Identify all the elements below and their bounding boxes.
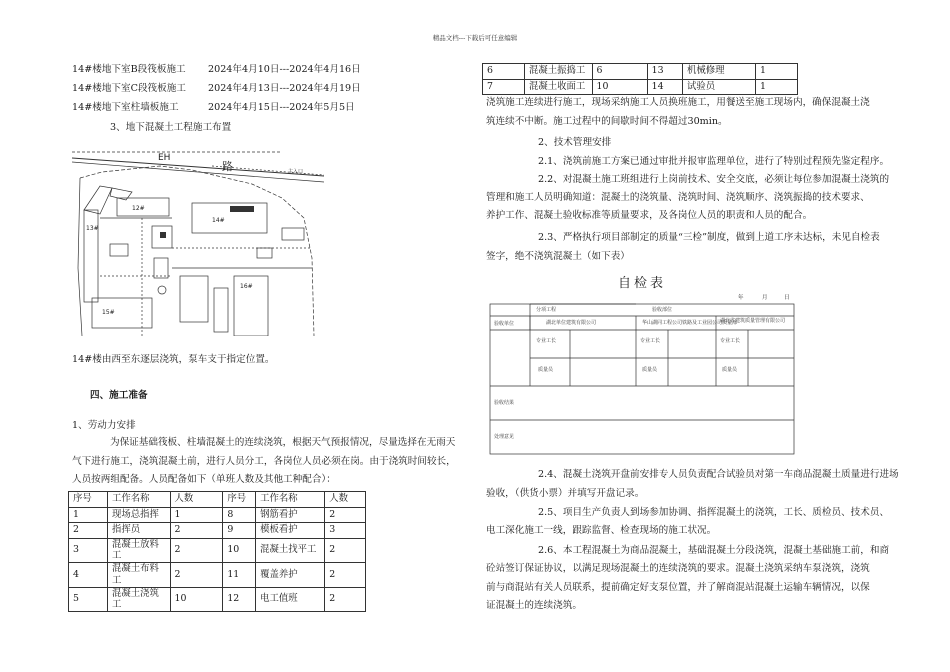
table-header-cell: 序号 (69, 492, 108, 508)
body-text: 养护工作、混凝土验收标准等质量要求，及各岗位人员的职责和人员的配合。 (486, 210, 813, 221)
table-cell: 机械修理 (683, 64, 756, 80)
table-row (69, 587, 366, 612)
tech-heading: 2、技术管理安排 (538, 137, 612, 148)
staff-table (68, 491, 366, 612)
body-text: 管理和施工人员明确知道：混凝土的浇筑量、浇筑时间、浇筑顺序、浇筑振捣的技术要求、 (486, 192, 870, 203)
building-label: 12# (132, 205, 145, 212)
road-label-b: 路 (222, 160, 233, 173)
table-cell: 13 (647, 64, 682, 80)
table-cell: 混凝土收面工 (524, 79, 592, 95)
staff-table-continued (482, 63, 798, 95)
table-cell: 1 (170, 507, 223, 523)
table-row (69, 523, 366, 539)
table-cell: 10 (592, 79, 647, 95)
form-label: 质量员 (642, 367, 658, 373)
table-cell: 模板看护 (256, 523, 325, 539)
table-cell: 混凝土找平工 (256, 538, 325, 563)
schedule-task: 14#楼地下室B段筏板施工 (72, 64, 186, 75)
road-label-a: EH (158, 153, 171, 163)
body-text: 2.1、浇筑前施工方案已通过审批并报审监理单位，进行了特别过程预先鉴定程序。 (538, 156, 890, 167)
table-cell: 指挥员 (108, 523, 170, 539)
body-text: 筑连续不中断。施工过程中的间歇时间不得超过30min。 (486, 116, 728, 127)
entrance-label: 主入口 (288, 169, 304, 175)
table-cell: 混凝土浇筑工 (108, 587, 170, 612)
form-label: 验收部位 (652, 307, 673, 313)
form-date-month: 月 (762, 295, 768, 301)
page-header: 精品文档---下载后可任意编辑 (432, 34, 518, 42)
building-label: 16# (240, 283, 253, 290)
form-date-day: 日 (784, 295, 790, 301)
schedule-date: 2024年4月13日---2024年4月19日 (208, 83, 361, 94)
building-label: 14# (212, 217, 225, 224)
table-cell: 3 (69, 538, 108, 563)
table-header-cell: 工作名称 (256, 492, 325, 508)
body-text: 前与商混站有关人员联系，提前确定好支泵位置，并了解商混站混凝土运输车辆情况，以保 (486, 582, 870, 593)
table-row (69, 538, 366, 563)
table-row (69, 507, 366, 523)
table-cell: 2 (325, 538, 366, 563)
form-label: 质量员 (538, 367, 554, 373)
form-label: 专业工长 (536, 338, 557, 344)
body-text: 砼站签订保证协议，以满足现场混凝土的连续浇筑的要求。混凝土浇筑采纳车泵浇筑，浇筑 (486, 563, 870, 574)
table-cell: 现场总指挥 (108, 507, 170, 523)
table-header-row (69, 492, 366, 508)
table-cell: 14 (647, 79, 682, 95)
form-title: 自检表 (617, 276, 666, 291)
table-cell: 试验员 (683, 79, 756, 95)
body-text: 电工深化施工一线，跟踪监督、检查现场的施工状况。 (486, 525, 717, 536)
table-cell: 9 (223, 523, 256, 539)
form-date-year: 年 (738, 295, 744, 301)
schedule-task: 14#楼地下室柱墙板施工 (72, 102, 179, 113)
form-label: 验收结果 (494, 400, 515, 406)
schedule-date: 2024年4月15日---2024年5月5日 (208, 102, 355, 113)
labor-text: 气下进行施工，浇筑混凝土前，进行人员分工，各岗位人员必须在岗。由于浇筑时间较长， (72, 456, 456, 467)
table-cell: 钢筋看护 (256, 507, 325, 523)
body-text: 2.3、严格执行项目部制定的质量“三检”制度，做到上道工序未达标，未见自检表 (538, 232, 880, 243)
table-row (69, 563, 366, 588)
form-label: 处理意见 (494, 434, 515, 440)
table-cell: 6 (592, 64, 647, 80)
table-cell: 2 (325, 507, 366, 523)
form-label: 分项工程 (536, 307, 557, 313)
table-cell: 2 (170, 563, 223, 588)
table-cell: 混凝土布料工 (108, 563, 170, 588)
table-cell: 覆盖养护 (256, 563, 325, 588)
body-text: 浇筑施工连续进行施工，现场采纳施工人员换班施工，用餐送至施工现场内，确保混凝土浇 (486, 97, 870, 108)
table-cell: 2 (325, 587, 366, 612)
body-text: 2.2、对混凝土施工班组进行上岗前技术、安全交底，必须让每位参加混凝土浇筑的 (538, 174, 890, 185)
table-cell: 5 (69, 587, 108, 612)
table-cell: 混凝土放料工 (108, 538, 170, 563)
table-header-cell: 人数 (325, 492, 366, 508)
schedule-date: 2024年4月10日---2024年4月16日 (208, 64, 361, 75)
site-layout-plan (72, 148, 324, 336)
table-cell: 4 (69, 563, 108, 588)
layout-heading: 3、地下混凝土工程施工布置 (110, 122, 232, 133)
table-cell: 2 (170, 523, 223, 539)
form-unit: 湖北单位建筑有限公司 (546, 320, 597, 326)
table-header-cell: 序号 (223, 492, 256, 508)
table-cell: 2 (325, 563, 366, 588)
table-header-cell: 工作名称 (108, 492, 170, 508)
table-cell: 10 (170, 587, 223, 612)
table-cell: 11 (223, 563, 256, 588)
table-cell: 10 (223, 538, 256, 563)
body-text: 验收，（供货小票）并填写开盘记录。 (486, 488, 645, 499)
body-text: 2.4、混凝土浇筑开盘前安排专人员负责配合试验员对第一车商品混凝土质量进行进场 (538, 469, 899, 480)
table-cell: 7 (483, 79, 525, 95)
table-cell: 2 (170, 538, 223, 563)
table-cell: 1 (755, 79, 797, 95)
form-unit: 湖北省建筑质量管理有限公司 (720, 318, 786, 324)
table-cell: 12 (223, 587, 256, 612)
form-label: 专业工长 (720, 338, 741, 344)
table-header-cell: 人数 (170, 492, 223, 508)
form-unit: 华山湖同工程公司铁路及工业园公司质量部 (642, 320, 738, 326)
building-label: 15# (102, 309, 115, 316)
labor-heading: 1、劳动力安排 (72, 420, 136, 431)
table-cell: 6 (483, 64, 525, 80)
self-inspection-form (486, 276, 798, 456)
table-cell: 电工值班 (256, 587, 325, 612)
body-text: 2.6、本工程混凝土为商品混凝土，基础混凝土分段浇筑，混凝土基础施工前，和商 (538, 545, 890, 556)
labor-text: 为保证基础筏板、柱墙混凝土的连续浇筑，根据天气预报情况，尽量选择在无雨天 (110, 437, 456, 448)
section-heading: 四、施工准备 (90, 390, 148, 401)
table-cell: 混凝土振捣工 (524, 64, 592, 80)
building-label: 13# (86, 225, 99, 232)
table-cell: 8 (223, 507, 256, 523)
body-text: 2.5、项目生产负责人到场参加协调、指挥混凝土的浇筑，工长、质检员、技术员、 (538, 507, 890, 518)
schedule-task: 14#楼地下室C段筏板施工 (72, 83, 186, 94)
form-label: 验收单位 (494, 321, 515, 327)
form-label: 专业工长 (640, 338, 661, 344)
form-label: 质量员 (722, 367, 738, 373)
table-cell: 3 (325, 523, 366, 539)
table-cell: 1 (755, 64, 797, 80)
body-text: 签字，绝不浇筑混凝土（如下表） (486, 251, 630, 262)
form-grid (486, 276, 798, 456)
table-row (483, 64, 798, 80)
pour-note: 14#楼由西至东逐层浇筑，泵车支于指定位置。 (72, 354, 275, 365)
table-cell: 1 (69, 507, 108, 523)
table-row (483, 79, 798, 95)
table-cell: 2 (69, 523, 108, 539)
labor-text: 人员按两组配备。人员配备如下（单班人数及其他工种配合）： (72, 474, 336, 485)
body-text: 证混凝土的连续浇筑。 (486, 600, 582, 611)
site-plan-svg (72, 148, 324, 336)
